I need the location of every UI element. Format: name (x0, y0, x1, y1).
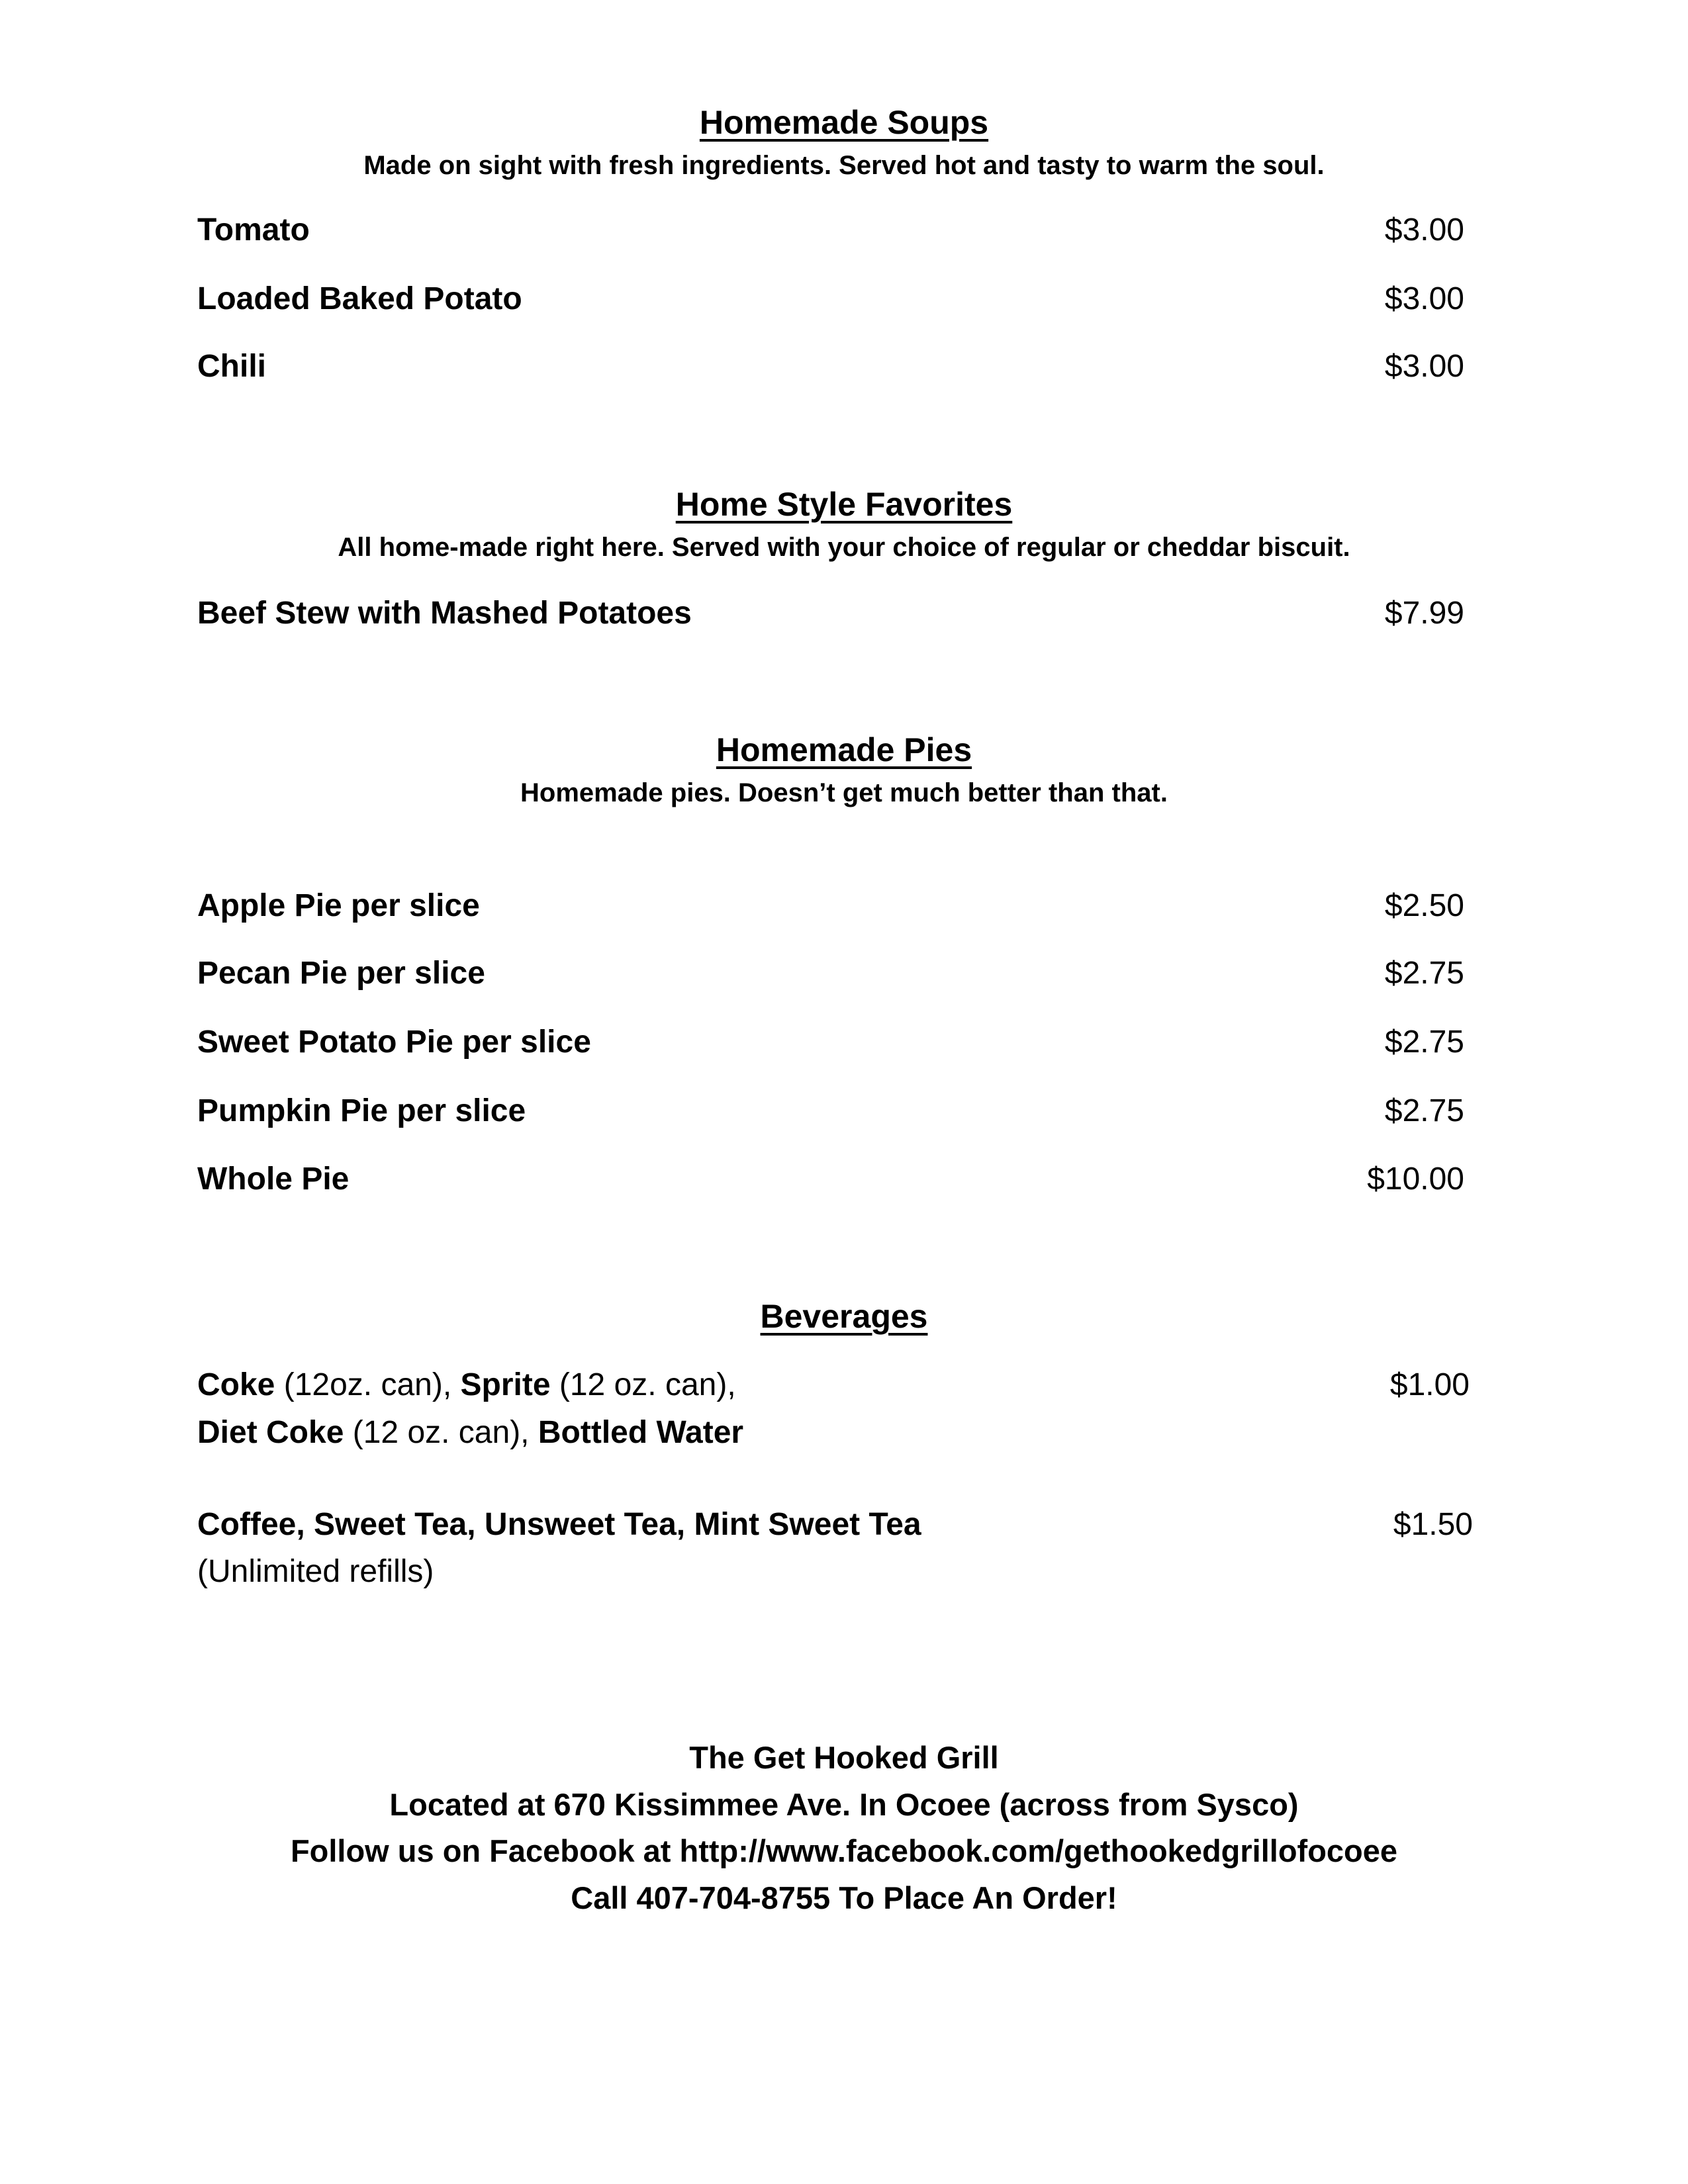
restaurant-name: The Get Hooked Grill (689, 1740, 999, 1775)
menu-item-name: Chili (197, 349, 266, 384)
menu-item-price: $3.00 (1384, 281, 1464, 316)
soda-diet-coke: Diet Coke (197, 1415, 344, 1450)
soda-price: $1.00 (1389, 1367, 1470, 1402)
section-title-beverages: Beverages (760, 1298, 928, 1335)
soda-size: (12oz. can), (275, 1367, 461, 1402)
menu-item-price: $10.00 (1367, 1161, 1464, 1197)
soda-sprite: Sprite (460, 1367, 551, 1402)
soda-size: (12 oz. can), (550, 1367, 736, 1402)
menu-item-price: $3.00 (1384, 212, 1464, 248)
section-title-pies: Homemade Pies (716, 731, 972, 768)
menu-item-name: Sweet Potato Pie per slice (197, 1024, 591, 1060)
section-title-soups: Homemade Soups (699, 104, 989, 141)
section-subtitle-pies: Homemade pies. Doesn’t get much better than that. (520, 778, 1168, 807)
menu-item-name: Pecan Pie per slice (197, 956, 485, 991)
section-subtitle-home-style: All home-made right here. Served with your choice of regular or cheddar biscuit. (338, 533, 1350, 562)
menu-item-price: $7.99 (1384, 596, 1464, 631)
soda-line-1 (197, 1362, 736, 1408)
menu-item-name: Pumpkin Pie per slice (197, 1093, 526, 1128)
order-phone: Call 407-704-8755 To Place An Order! (571, 1880, 1117, 1915)
menu-item-price: $2.50 (1384, 888, 1464, 923)
menu-item-price: $2.75 (1384, 956, 1464, 991)
menu-item-name: Beef Stew with Mashed Potatoes (197, 596, 692, 631)
section-subtitle-soups: Made on sight with fresh ingredients. Served hot and tasty to warm the soul. (363, 151, 1325, 180)
soda-coke: Coke (197, 1367, 275, 1402)
menu-item-name: Apple Pie per slice (197, 888, 480, 923)
facebook-link[interactable]: Follow us on Facebook at http://www.facebook.com/gethookedgrillofocoee (290, 1833, 1398, 1868)
hot-drinks-price: $1.50 (1393, 1507, 1473, 1542)
hot-drinks-note: (Unlimited refills) (197, 1554, 434, 1589)
menu-item-price: $3.00 (1384, 349, 1464, 384)
menu-item-name: Whole Pie (197, 1161, 350, 1197)
section-title-home-style: Home Style Favorites (675, 486, 1013, 523)
soda-line-2 (197, 1410, 743, 1456)
menu-item-name: Loaded Baked Potato (197, 281, 522, 316)
soda-water: Bottled Water (538, 1415, 744, 1450)
restaurant-location: Located at 670 Kissimmee Ave. In Ocoee (across from Sysco) (389, 1787, 1299, 1822)
soda-size: (12 oz. can), (344, 1415, 538, 1450)
menu-item-price: $2.75 (1384, 1093, 1464, 1128)
menu-item-name: Tomato (197, 212, 310, 248)
menu-item-price: $2.75 (1384, 1024, 1464, 1060)
hot-drinks-name: Coffee, Sweet Tea, Unsweet Tea, Mint Sweet Tea (197, 1507, 921, 1542)
